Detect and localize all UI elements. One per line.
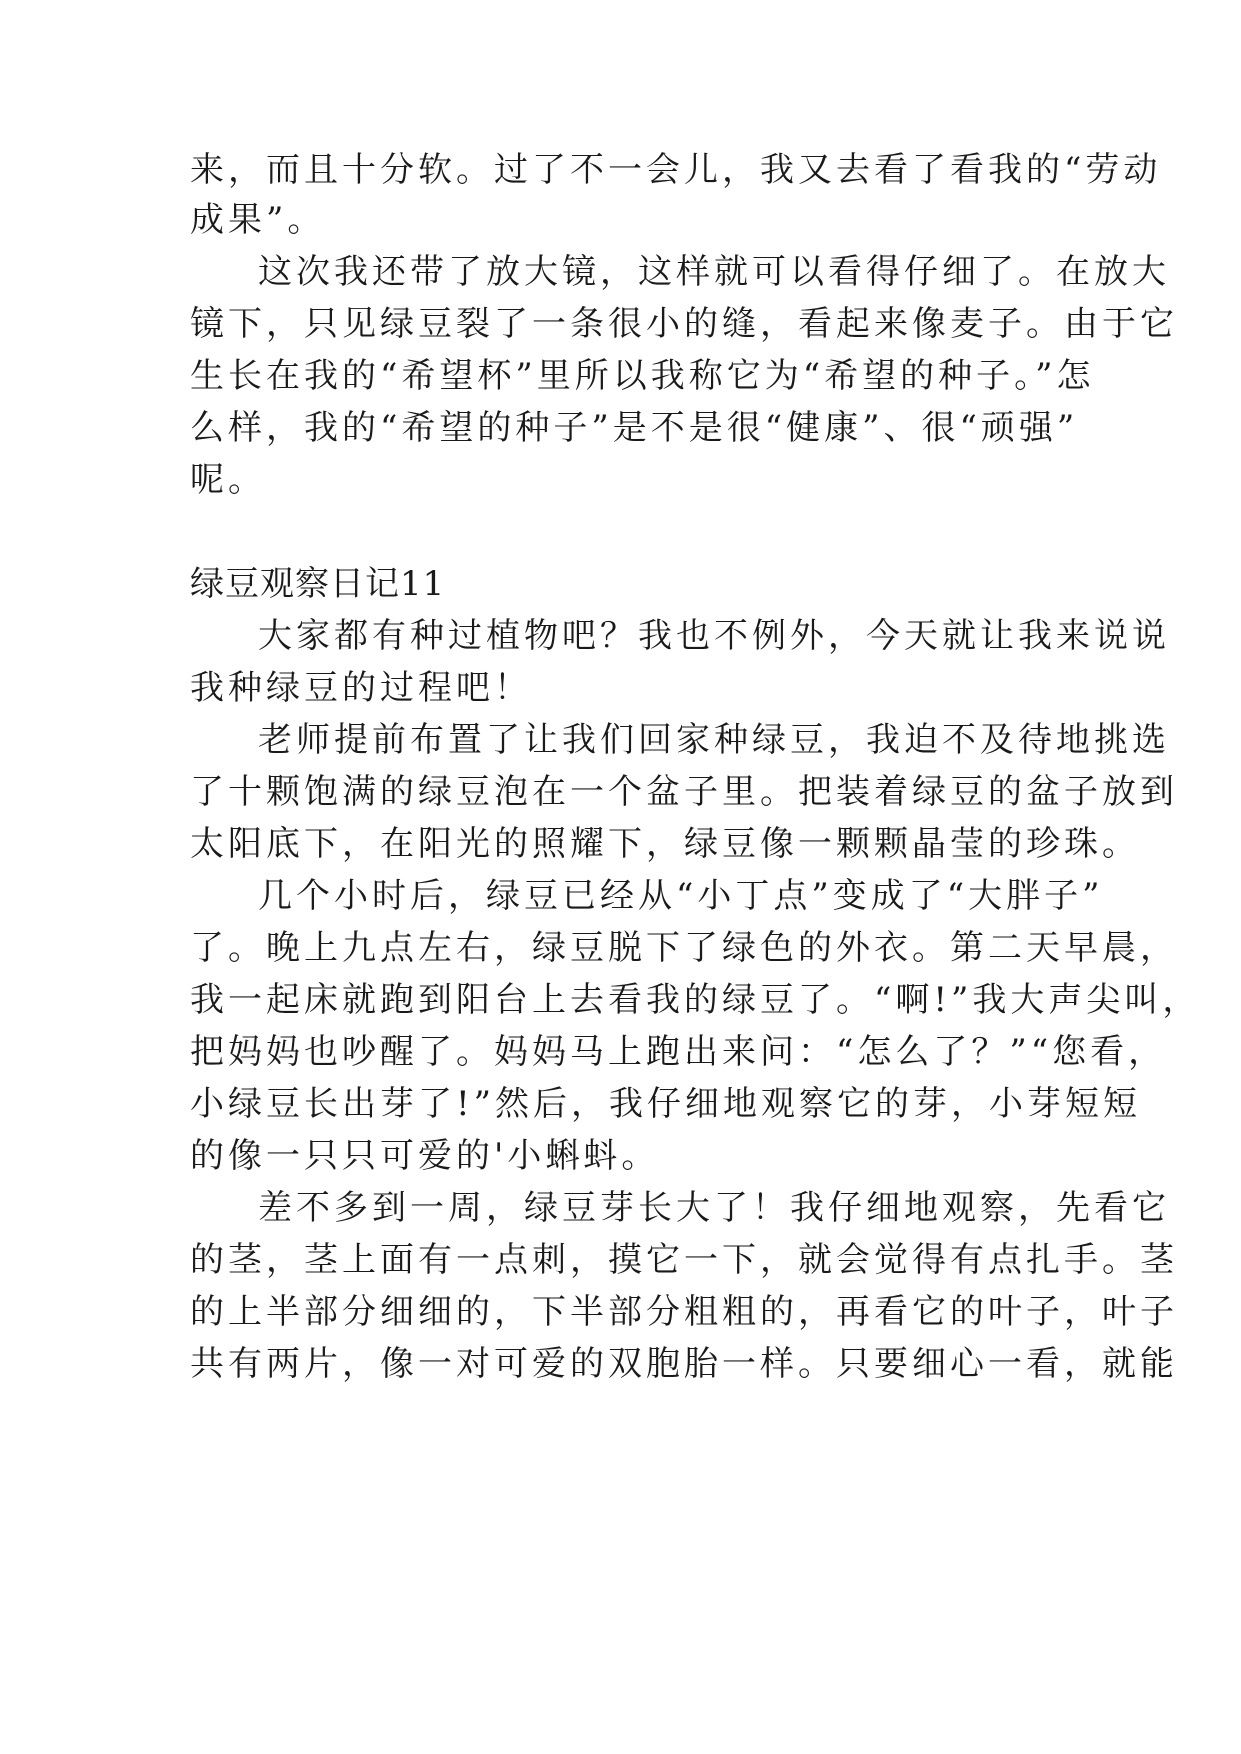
section-title: 绿豆观察日记11 <box>190 564 446 604</box>
text-line: 太阳底下，在阳光的照耀下，绿豆像一颗颗晶莹的珍珠。 <box>190 824 1140 864</box>
paragraph-start: 这次我还带了放大镜，这样就可以看得仔细了。在放大 <box>258 252 1170 292</box>
paragraph-start: 差不多到一周，绿豆芽长大了！我仔细地观察，先看它 <box>258 1188 1170 1228</box>
text-line: 来，而且十分软。过了不一会儿，我又去看了看我的“劳动 <box>190 150 1162 190</box>
text-line: 镜下，只见绿豆裂了一条很小的缝，看起来像麦子。由于它 <box>190 304 1178 344</box>
text-line: 我种绿豆的过程吧！ <box>190 668 532 708</box>
text-line: 的茎，茎上面有一点刺，摸它一下，就会觉得有点扎手。茎 <box>190 1240 1178 1280</box>
text-line: 我一起床就跑到阳台上去看我的绿豆了。“啊!”我大声尖叫， <box>190 980 1201 1020</box>
text-line: 的上半部分细细的，下半部分粗粗的，再看它的叶子，叶子 <box>190 1292 1178 1332</box>
text-line: 小绿豆长出芽了!”然后，我仔细地观察它的芽，小芽短短 <box>190 1084 1142 1124</box>
text-line: 了。晚上九点左右，绿豆脱下了绿色的外衣。第二天早晨， <box>190 928 1178 968</box>
paragraph-start: 老师提前布置了让我们回家种绿豆，我迫不及待地挑选 <box>258 720 1170 760</box>
text-line: 了十颗饱满的绿豆泡在一个盆子里。把装着绿豆的盆子放到 <box>190 772 1178 812</box>
text-line: 把妈妈也吵醒了。妈妈马上跑出来问：“怎么了？”“您看， <box>190 1032 1167 1072</box>
paragraph-start: 几个小时后，绿豆已经从“小丁点”变成了“大胖子” <box>258 876 1104 916</box>
text-line: 呢。 <box>190 460 266 500</box>
text-line: 么样，我的“希望的种子”是不是很“健康”、很“顽强” <box>190 408 1079 448</box>
text-line: 生长在我的“希望杯”里所以我称它为“希望的种子。”怎 <box>190 356 1095 396</box>
text-line: 成果”。 <box>190 200 326 240</box>
paragraph-start: 大家都有种过植物吧？我也不例外，今天就让我来说说 <box>258 616 1170 656</box>
text-line: 共有两片，像一对可爱的双胞胎一样。只要细心一看，就能 <box>190 1344 1178 1384</box>
text-line: 的像一只只可爱的'小蝌蚪。 <box>190 1136 660 1176</box>
